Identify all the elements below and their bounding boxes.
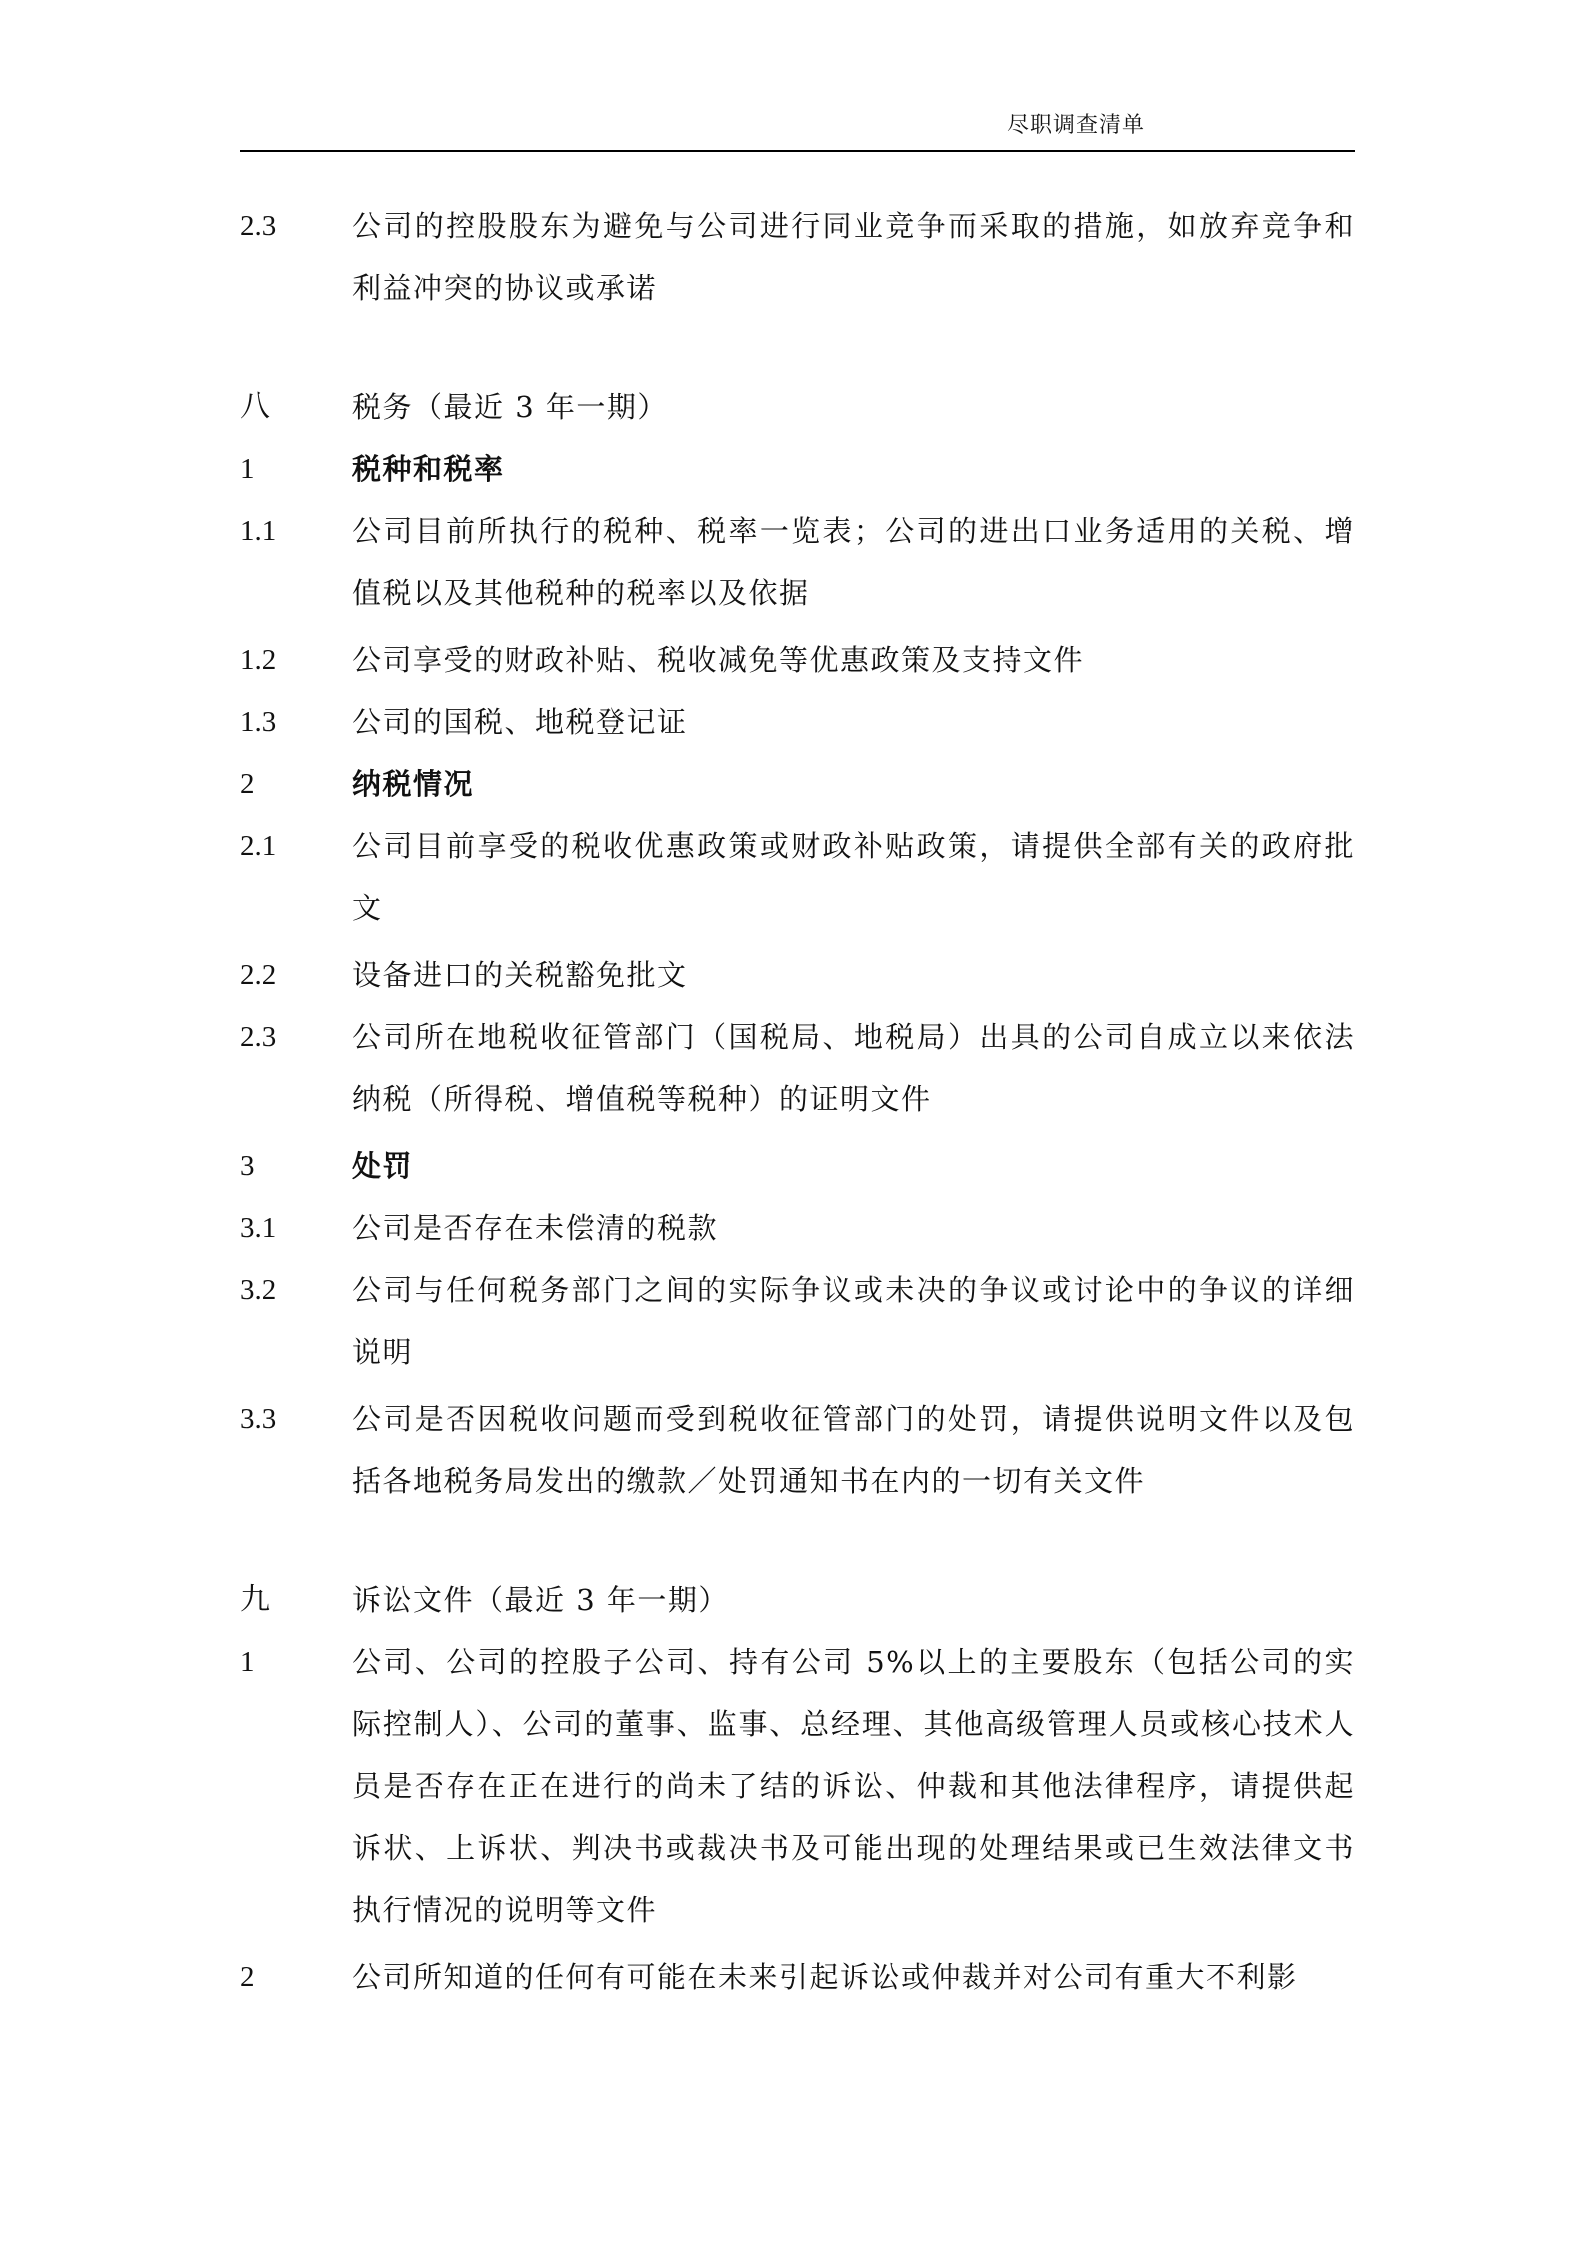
list-item — [240, 1636, 1355, 1941]
item-number: 1.1 — [240, 515, 277, 547]
item-number: 2.2 — [240, 959, 277, 991]
item-text: 公司所知道的任何有可能在未来引起诉讼或仲裁并对公司有重大不利影 — [352, 1960, 1298, 1994]
item-text: 设备进口的关税豁免批文 — [352, 958, 688, 992]
section-title: 诉讼文件（最近 3 年一期） — [352, 1583, 729, 1617]
checklist-content — [240, 200, 1355, 2013]
item-number: 3.1 — [240, 1212, 277, 1244]
list-item — [240, 200, 1355, 319]
list-item — [240, 696, 1355, 748]
item-text: 公司、公司的控股子公司、持有公司 5%以上的主要股东（包括公司的实际控制人）、公司的董事、监事、总经理、其他高级管理人员或核心技术人员是否存在正在进行的尚未了结的诉讼、仲裁和其他法律程序，请提供起诉状、上诉状、判决书或裁决书及可能出现的处理结果或已生效法律文书执行情况的说明等文件 — [352, 1645, 1355, 1927]
section-number: 八 — [240, 390, 270, 423]
item-text: 公司目前所执行的税种、税率一览表；公司的进出口业务适用的关税、增值税以及其他税种的税率以及依据 — [352, 514, 1355, 610]
item-text: 公司的控股股东为避免与公司进行同业竞争而采取的措施，如放弃竞争和利益冲突的协议或承诺 — [352, 209, 1355, 305]
item-number: 1.2 — [240, 644, 277, 676]
item-number: 1 — [240, 453, 255, 485]
item-number: 2.3 — [240, 1021, 277, 1053]
list-item — [240, 949, 1355, 1001]
list-item — [240, 1951, 1355, 2003]
list-item — [240, 1011, 1355, 1130]
list-item — [240, 1393, 1355, 1512]
list-item — [240, 820, 1355, 939]
item-text: 公司是否存在未偿清的税款 — [352, 1211, 719, 1245]
list-item — [240, 1264, 1355, 1383]
subheading-text: 处罚 — [352, 1149, 414, 1183]
item-number: 3 — [240, 1150, 255, 1182]
subheading — [240, 443, 1355, 495]
page-header — [240, 110, 1355, 152]
item-text: 公司与任何税务部门之间的实际争议或未决的争议或讨论中的争议的详细说明 — [352, 1273, 1355, 1369]
section-title: 税务（最近 3 年一期） — [352, 390, 668, 424]
item-text: 公司所在地税收征管部门（国税局、地税局）出具的公司自成立以来依法纳税（所得税、增值税等税种）的证明文件 — [352, 1020, 1355, 1116]
item-number: 2 — [240, 1961, 255, 1993]
list-item — [240, 634, 1355, 686]
subheading — [240, 1140, 1355, 1192]
item-number: 2 — [240, 768, 255, 800]
item-text: 公司的国税、地税登记证 — [352, 705, 688, 739]
subheading — [240, 758, 1355, 810]
item-text: 公司是否因税收问题而受到税收征管部门的处罚，请提供说明文件以及包括各地税务局发出的缴款／处罚通知书在内的一切有关文件 — [352, 1402, 1355, 1498]
header-title: 尽职调查清单 — [1006, 113, 1145, 138]
item-number: 3.2 — [240, 1274, 277, 1306]
item-text: 公司享受的财政补贴、税收减免等优惠政策及支持文件 — [352, 643, 1085, 677]
section-number: 九 — [240, 1583, 270, 1616]
item-number: 2.3 — [240, 210, 277, 242]
item-number: 1.3 — [240, 706, 277, 738]
item-text: 公司目前享受的税收优惠政策或财政补贴政策，请提供全部有关的政府批文 — [352, 829, 1355, 925]
subheading-text: 税种和税率 — [352, 452, 505, 486]
item-number: 3.3 — [240, 1403, 277, 1435]
list-item — [240, 1202, 1355, 1254]
section-heading-litigation — [240, 1574, 1355, 1626]
item-number: 1 — [240, 1646, 255, 1678]
subheading-text: 纳税情况 — [352, 767, 475, 801]
section-heading-tax — [240, 381, 1355, 433]
list-item — [240, 505, 1355, 624]
item-number: 2.1 — [240, 830, 277, 862]
